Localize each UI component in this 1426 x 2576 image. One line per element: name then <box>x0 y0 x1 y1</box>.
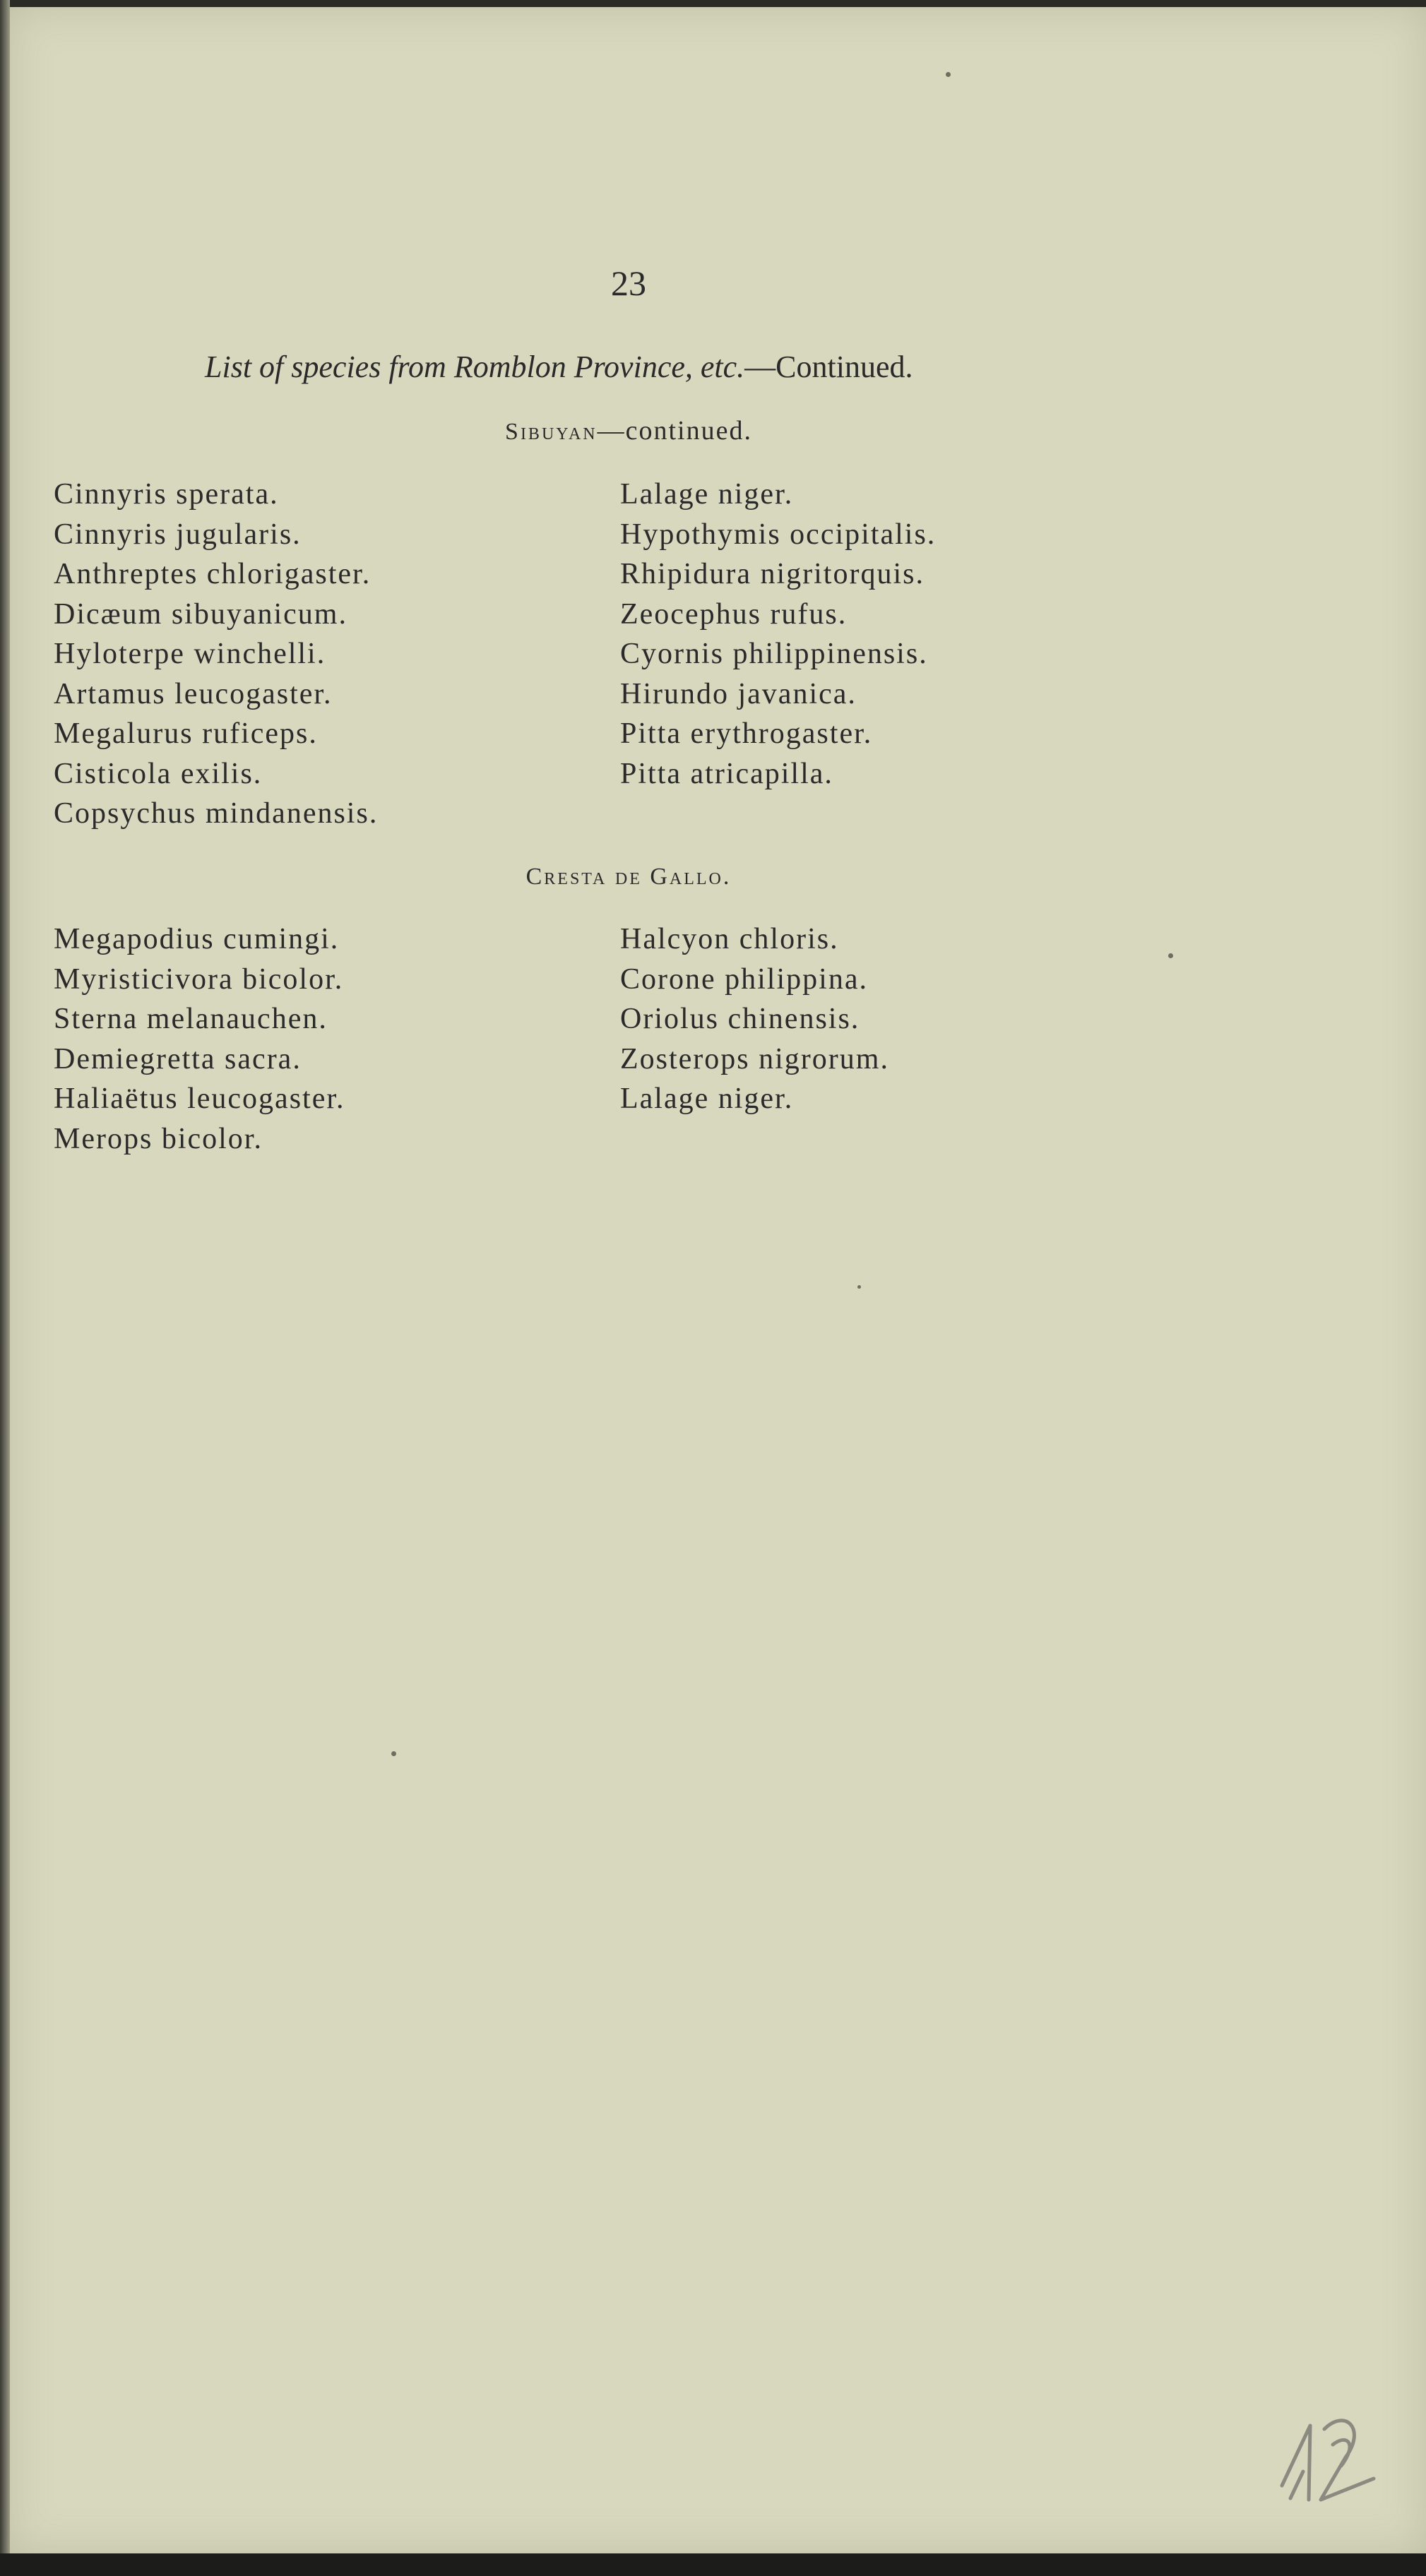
handwritten-stroke <box>1290 2471 1303 2498</box>
page-left-edge <box>0 0 10 2576</box>
paper-speck <box>857 1285 861 1289</box>
species-item: Cinnyris sperata. <box>54 478 279 511</box>
species-item: Zeocephus rufus. <box>620 597 848 631</box>
handwritten-folio-mark <box>1268 2401 1388 2514</box>
species-item: Corone philippina. <box>620 962 868 996</box>
species-item: Artamus leucogaster. <box>54 677 333 710</box>
handwritten-stroke <box>1321 2421 1374 2500</box>
species-item: Cyornis philippinensis. <box>620 638 928 670</box>
species-item: Lalage niger. <box>620 1083 794 1115</box>
title-dash: — <box>744 350 776 384</box>
page-title <box>205 349 913 385</box>
species-item: Sterna melanauchen. <box>54 1003 328 1035</box>
species-item: Halcyon chloris. <box>620 923 839 955</box>
title-continued: Continued. <box>776 350 913 384</box>
section-heading-caps: Cresta de Gallo. <box>525 864 732 890</box>
species-item: Pitta atricapilla. <box>620 757 833 790</box>
species-item: Copsychus mindanensis. <box>54 797 379 830</box>
species-list-left <box>54 919 345 1159</box>
species-item: Zosterops nigrorum. <box>620 1042 889 1075</box>
species-item: Cisticola exilis. <box>54 757 263 790</box>
species-item: Demiegretta sacra. <box>54 1042 302 1075</box>
species-item: Rhipidura nigritorquis. <box>620 558 925 590</box>
section-heading-rest: —continued. <box>597 416 752 446</box>
species-item: Pitta erythrogaster. <box>620 717 873 750</box>
species-item: Megapodius cumingi. <box>54 923 340 955</box>
species-item: Merops bicolor. <box>54 1122 263 1155</box>
page-number: 23 <box>611 263 646 303</box>
section-heading-caps: Sibuyan <box>505 419 598 445</box>
species-item: Lalage niger. <box>620 478 794 511</box>
species-item: Dicæum sibuyanicum. <box>54 597 347 631</box>
paper-speck <box>1168 953 1173 958</box>
species-item: Anthreptes chlorigaster. <box>54 558 372 590</box>
paper-speck <box>391 1751 396 1756</box>
species-item: Hyloterpe winchelli. <box>54 638 326 670</box>
species-item: Megalurus ruficeps. <box>54 717 318 750</box>
species-list-right <box>620 475 936 794</box>
species-item: Haliaëtus leucogaster. <box>54 1083 345 1115</box>
species-list-left <box>54 475 378 834</box>
species-item: Hypothymis occipitalis. <box>620 518 937 551</box>
species-item: Cinnyris jugularis. <box>54 518 302 551</box>
species-item: Oriolus chinensis. <box>620 1003 860 1035</box>
page-bottom-edge <box>0 2553 1426 2576</box>
title-italic: List of species from Romblon Province, etc. <box>205 350 745 384</box>
section-heading-cresta-de-gallo <box>0 860 1257 891</box>
species-item: Hirundo javanica. <box>620 677 857 710</box>
species-list-right <box>620 919 889 1119</box>
species-item: Myristicivora bicolor. <box>54 962 344 996</box>
paper-speck <box>946 72 951 77</box>
section-heading-sibuyan <box>0 415 1257 446</box>
scanned-page <box>10 7 1426 2553</box>
